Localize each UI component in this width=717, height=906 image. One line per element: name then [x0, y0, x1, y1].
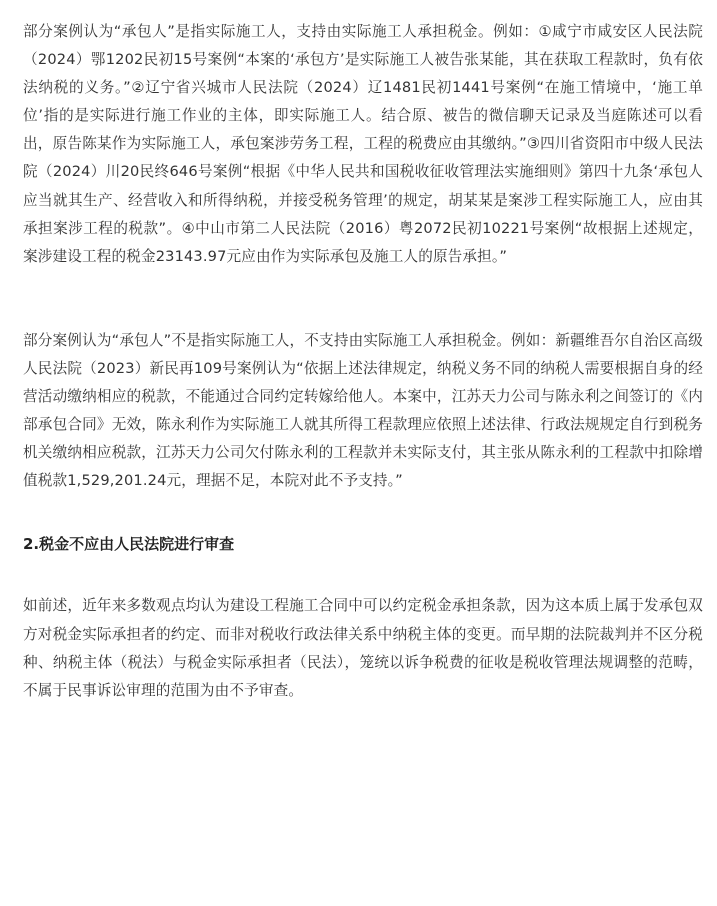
section-heading: 2.税金不应由人民法院进行审查: [23, 535, 235, 554]
paragraph-cases-supporting: 部分案例认为“承包人”是指实际施工人，支持由实际施工人承担税金。例如：①咸宁市咸安区人民法院（2024）鄂1202民初15号案例“本案的‘承包方’是实际施工人被告张某能，其在获取工程款时，负有依法纳税的义务。”②辽宁省兴城市人民法院（2024）辽1481民初1441号案例“在施工情境中，‘施工单位’指的是实际进行施工作业的主体，即实际施工人。结合原、被告的微信聊天记录及当庭陈述可以看出，原告陈某作为实际施工人，承包案涉劳务工程，工程的税费应由其缴纳。”③四川省资阳市中级人民法院（2024）川20民终646号案例“根据《中华人民共和国税收征收管理法实施细则》第四十九条‘承包人应当就其生产、经营收入和所得纳税，并接受税务管理’的规定，胡某某是案涉工程实际施工人，应由其承担案涉工程的税款”。④中山市第二人民法院（2016）粤2072民初10221号案例“故根据上述规定，案涉建设工程的税金23143.97元应由作为实际承包及施工人的原告承担。”: [23, 23, 703, 265]
paragraph-cases-opposing: 部分案例认为“承包人”不是指实际施工人，不支持由实际施工人承担税金。例如：新疆维吾尔自治区高级人民法院（2023）新民再109号案例认为“依据上述法律规定，纳税义务不同的纳税人需要根据自身的经营活动缴纳相应的税款，不能通过合同约定转嫁给他人。本案中，江苏天力公司与陈永利之间签订的《内部承包合同》无效，陈永利作为实际施工人就其所得工程款理应依照上述法律、行政法规规定自行到税务机关缴纳相应税款，江苏天力公司欠付陈永利的工程款并未实际支付，其主张从陈永利的工程款中扣除增值税款1,529,201.24元，理据不足，本院对此不予支持。”: [23, 331, 703, 490]
paragraph-closing: 如前述，近年来多数观点均认为建设工程施工合同中可以约定税金承担条款，因为这本质上属于发承包双方对税金实际承担者的约定、而非对税收行政法律关系中纳税主体的变更。而早期的法院裁判并不区分税种、纳税主体（税法）与税金实际承担者（民法），笼统以诉争税费的征收是税收管理法规调整的范畴，不属于民事诉讼审理的范围为由不予审查。: [23, 597, 703, 699]
article-body: [23, 18, 703, 705]
